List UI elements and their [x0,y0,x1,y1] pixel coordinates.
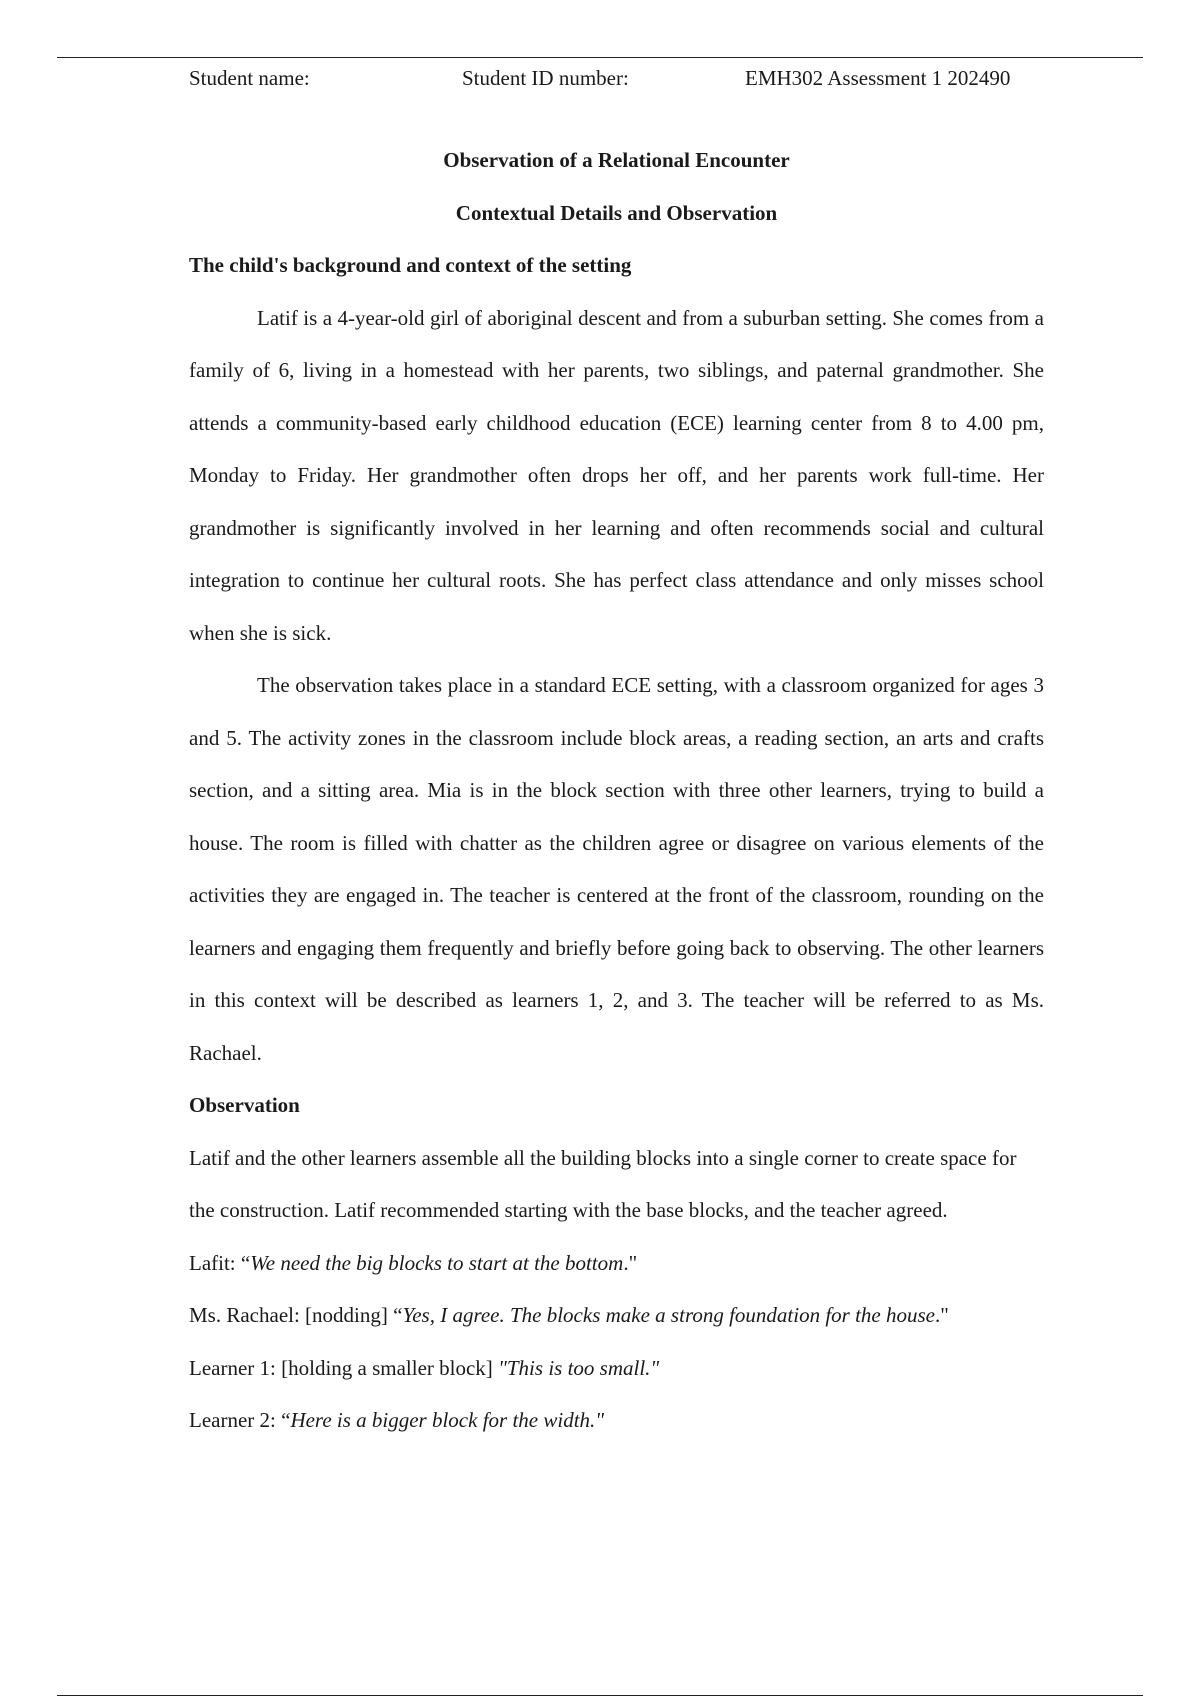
observation-paragraph: Latif and the other learners assemble all the building blocks into a single corner to create space for the construction. Latif recommended starting with the base blocks, and the teacher agreed. [189,1145,1017,1222]
background-heading: The child's background and context of the setting [189,253,632,277]
page-header [189,66,1049,94]
dialogue-quote: We need the big blocks to start at the bottom [250,1250,624,1275]
student-name-label: Student name: [189,66,310,90]
background-paragraph-2: The observation takes place in a standard ECE setting, with a classroom organized for ages 3 and 5. The activity zones in the classroom include block areas, a reading section, an arts and crafts section, and a sitting area. Mia is in the block section with three other learners, trying to build a house. The room is filled with chatter as the children agree or disagree on various elements of the activities they are engaged in. The teacher is centered at the front of the classroom, rounding on the learners and engaging them frequently and briefly before going back to observing. The other learners in this context will be described as learners 1, 2, and 3. The teacher will be referred to as Ms. Rachael. [189,673,1044,1065]
header-rule [57,57,1143,58]
dialogue-line [189,1237,1044,1290]
dialogue-end: ." [623,1250,638,1275]
dialogue-speaker: Learner 1: [holding a smaller block] [189,1355,499,1380]
observation-heading: Observation [189,1093,300,1117]
document-subtitle: Contextual Details and Observation [455,200,778,225]
dialogue-quote: Yes, I agree. The blocks make a strong foundation for the house [402,1303,935,1327]
document-body [189,134,1044,1447]
dialogue-speaker: Learner 2: “ [189,1408,291,1432]
document-title: Observation of a Relational Encounter [443,148,790,172]
dialogue-quote: Here is a bigger block for the width." [290,1408,605,1432]
dialogue-quote: "This is too small." [498,1355,660,1380]
dialogue-line [189,1394,1044,1447]
dialogue-end: ." [935,1303,949,1327]
dialogue-speaker: Lafit: “ [189,1250,251,1275]
dialogue-speaker: Ms. Rachael: [nodding] “ [189,1303,403,1327]
dialogue-line [189,1342,1044,1395]
footer-rule [57,1695,1143,1696]
dialogue-line [189,1289,1044,1342]
course-label: EMH302 Assessment 1 202490 [745,66,1011,90]
background-paragraph-1: Latif is a 4-year-old girl of aboriginal descent and from a suburban setting. She comes from a family of 6, living in a homestead with her parents, two siblings, and paternal grandmother. She attends a community-based early childhood education (ECE) learning center from 8 to 4.00 pm, Monday to Friday. Her grandmother often drops her off, and her parents work full-time. Her grandmother is significantly involved in her learning and often recommends social and cultural integration to continue her cultural roots. She has perfect class attendance and only misses school when she is sick. [189,305,1044,645]
student-id-label: Student ID number: [462,66,629,90]
